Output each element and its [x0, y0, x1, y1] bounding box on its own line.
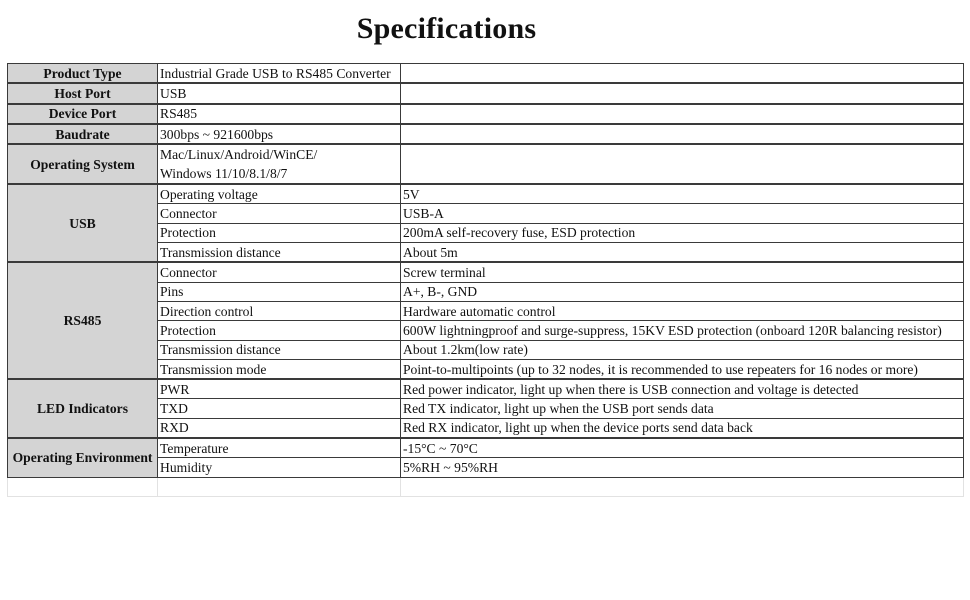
spec-key: Temperature: [158, 438, 401, 458]
spec-value: Industrial Grade USB to RS485 Converter: [158, 64, 401, 84]
empty-cell: [158, 477, 401, 496]
spec-key: Direction control: [158, 301, 401, 320]
category-label-led: LED Indicators: [8, 379, 158, 438]
spec-value: -15°C ~ 70°C: [401, 438, 964, 458]
spec-value: Point-to-multipoints (up to 32 nodes, it is recommended to use repeaters for 16 nodes or more): [401, 359, 964, 379]
spec-key: RXD: [158, 418, 401, 438]
specifications-table: [7, 63, 964, 497]
spec-value: About 5m: [401, 243, 964, 263]
category-label-rs485: RS485: [8, 262, 158, 379]
spec-value: About 1.2km(low rate): [401, 340, 964, 359]
category-label-env: Operating Environment: [8, 438, 158, 477]
spec-key: Pins: [158, 282, 401, 301]
spec-key: Humidity: [158, 458, 401, 477]
table-row-usb: [8, 184, 964, 204]
empty-cell: [401, 144, 964, 184]
spec-key: Protection: [158, 321, 401, 340]
spec-key: Transmission mode: [158, 359, 401, 379]
spec-key: PWR: [158, 379, 401, 399]
spec-key: Transmission distance: [158, 243, 401, 263]
spec-key: Connector: [158, 204, 401, 223]
table-row-led: [8, 379, 964, 399]
table-row-product-type: [8, 64, 964, 84]
category-label: Operating System: [8, 144, 158, 184]
spec-key: Transmission distance: [158, 340, 401, 359]
category-label: Device Port: [8, 104, 158, 124]
spec-value: RS485: [158, 104, 401, 124]
spec-value: Red RX indicator, light up when the device ports send data back: [401, 418, 964, 438]
os-line-2: Windows 11/10/8.1/8/7: [160, 166, 288, 182]
spec-value: 600W lightningproof and surge-suppress, 15KV ESD protection (onboard 120R balancing resistor): [401, 321, 964, 340]
spec-value: Hardware automatic control: [401, 301, 964, 320]
spec-key: Protection: [158, 223, 401, 242]
table-row-baudrate: [8, 124, 964, 144]
spec-value: USB-A: [401, 204, 964, 223]
table-row-empty: [8, 477, 964, 496]
spec-value-os: [158, 144, 401, 184]
spec-value: Red power indicator, light up when there is USB connection and voltage is detected: [401, 379, 964, 399]
table-row-host-port: [8, 83, 964, 103]
spec-value: Red TX indicator, light up when the USB port sends data: [401, 399, 964, 418]
empty-cell: [8, 477, 158, 496]
page-title: Specifications: [356, 12, 537, 45]
table-row-env: [8, 438, 964, 458]
os-line-1: Mac/Linux/Android/WinCE/: [160, 147, 318, 163]
empty-cell: [401, 64, 964, 84]
table-row-rs485: [8, 262, 964, 282]
spec-value: A+, B-, GND: [401, 282, 964, 301]
spec-value: 5V: [401, 184, 964, 204]
empty-cell: [401, 104, 964, 124]
table-row-operating-system: [8, 144, 964, 184]
category-label: Host Port: [8, 83, 158, 103]
category-label: Product Type: [8, 64, 158, 84]
spec-value: 200mA self-recovery fuse, ESD protection: [401, 223, 964, 242]
empty-cell: [401, 83, 964, 103]
spec-value: USB: [158, 83, 401, 103]
spec-value: Screw terminal: [401, 262, 964, 282]
spec-key: TXD: [158, 399, 401, 418]
category-label-usb: USB: [8, 184, 158, 262]
category-label: Baudrate: [8, 124, 158, 144]
spec-value: 5%RH ~ 95%RH: [401, 458, 964, 477]
spec-key: Connector: [158, 262, 401, 282]
empty-cell: [401, 124, 964, 144]
spec-key: Operating voltage: [158, 184, 401, 204]
table-row-device-port: [8, 104, 964, 124]
spec-value: 300bps ~ 921600bps: [158, 124, 401, 144]
empty-cell: [401, 477, 964, 496]
